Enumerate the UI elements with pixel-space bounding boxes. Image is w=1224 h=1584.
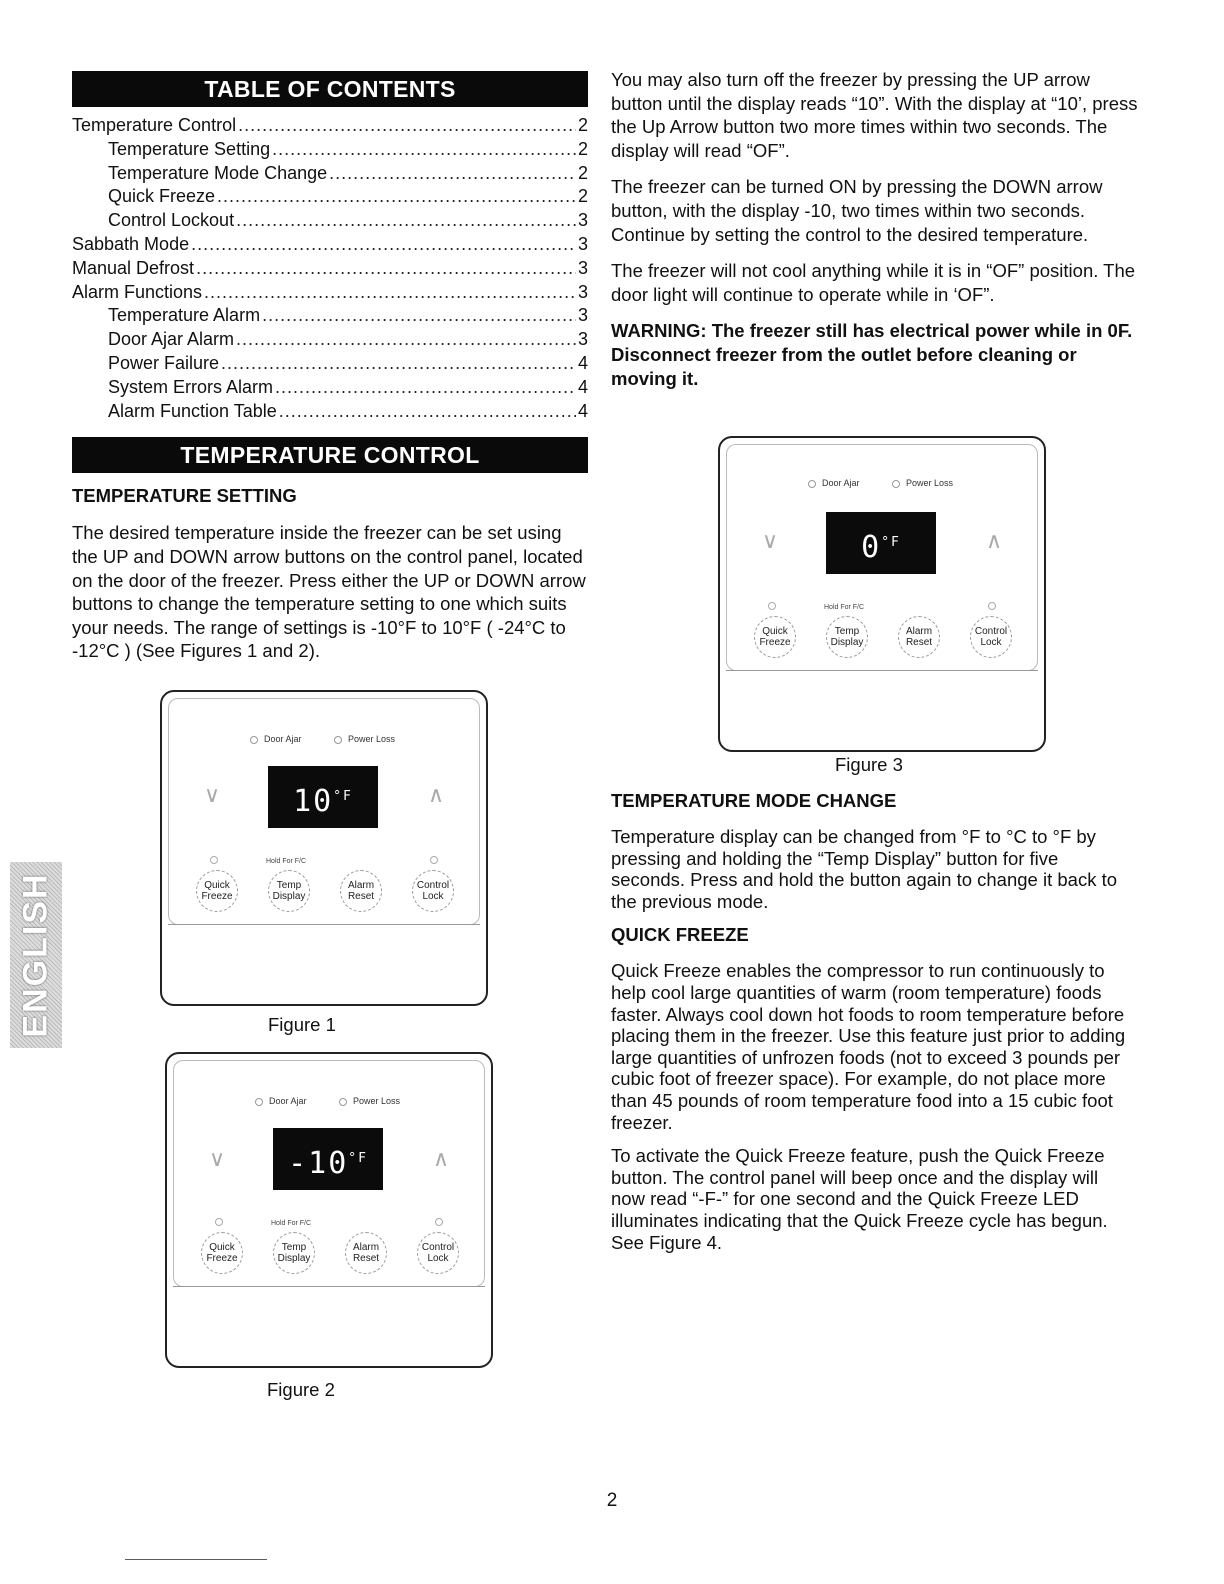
quick-freeze-led <box>768 602 776 610</box>
turn-on-text: The freezer can be turned ON by pressing the DOWN arrow button, with the display -10, two times within two seconds. Continue by setting the control to the desired temperature. <box>611 176 1103 245</box>
toc-leader-dots <box>196 258 576 279</box>
quick-freeze-button[interactable]: Quick Freeze <box>196 870 238 912</box>
toc-entry-label: Manual Defrost <box>72 257 195 278</box>
legend-power-loss: Power Loss <box>334 734 395 744</box>
temperature-display: $10^{^\circ F}$ <box>268 766 378 828</box>
right-column-lower <box>611 790 1126 1253</box>
toc-entry-page: 3 <box>577 210 588 231</box>
figure-2-control-panel <box>165 1052 493 1368</box>
toc-leader-dots <box>191 234 576 255</box>
temperature-mode-change-text: Temperature display can be changed from °F to °C to °F by pressing and holding the “Temp Display” button for five seconds. Press and hold the button again to change it back to the previous mode. <box>611 826 1118 912</box>
quick-freeze-led <box>215 1218 223 1226</box>
language-side-tab <box>10 862 62 1048</box>
off-position-text: The freezer will not cool anything while it is in “OF” position. The door light will continue to operate while in ‘OF”. <box>611 260 1136 305</box>
panel-divider <box>173 1286 485 1287</box>
quick-freeze-text: Quick Freeze enables the compressor to run continuously to help cool large quantities of warm (room temperature) foods faster. Always cool down hot foods to room temperature before placing them in the freezer. Use this feature just prior to adding large quantities of unfrozen foods (not to exceed 3 pounds per cubic foot of freezer space). For example, do not place more than 45 pounds of room temperature food into a 15 cubic foot freezer. <box>611 960 1126 1133</box>
figure-3-control-panel <box>718 436 1046 752</box>
language-label: ENGLISH <box>16 872 55 1038</box>
toc-entry[interactable] <box>72 115 588 139</box>
toc-entry[interactable] <box>72 401 588 425</box>
toc-entry-label: Alarm Function Table <box>108 400 277 421</box>
up-arrow-button[interactable]: ∧ <box>433 1146 450 1171</box>
toc-entry[interactable] <box>72 305 588 329</box>
toc-entry[interactable] <box>72 186 588 210</box>
toc-entry-label: System Errors Alarm <box>108 376 274 397</box>
toc-entry-label: Sabbath Mode <box>72 233 190 254</box>
panel-divider <box>726 670 1038 671</box>
toc-entry-page: 2 <box>577 186 588 207</box>
up-arrow-button[interactable]: ∧ <box>428 782 445 807</box>
temperature-display: $-10^{^\circ F}$ <box>273 1128 383 1190</box>
toc-entry-page: 3 <box>577 281 588 302</box>
control-lock-led <box>435 1218 443 1226</box>
toc-entry-label: Door Ajar Alarm <box>108 329 235 350</box>
legend-door-ajar: Door Ajar <box>808 478 860 488</box>
toc-entry-label: Power Failure <box>108 352 220 373</box>
toc-leader-dots <box>272 139 576 160</box>
toc-entry-label: Temperature Alarm <box>108 305 261 326</box>
toc-leader-dots <box>279 401 576 422</box>
down-arrow-button[interactable]: ∨ <box>762 528 779 553</box>
toc-entry-label: Quick Freeze <box>108 186 216 207</box>
toc-entry[interactable] <box>72 353 588 377</box>
temperature-mode-change-heading: TEMPERATURE MODE CHANGE <box>611 790 897 811</box>
temp-display-button[interactable]: Temp Display <box>268 870 310 912</box>
toc-entry[interactable] <box>72 163 588 187</box>
temperature-display: $0^{^\circ F}$ <box>826 512 936 574</box>
toc-entry-page: 3 <box>577 305 588 326</box>
control-lock-button[interactable]: Control Lock <box>412 870 454 912</box>
hold-label: Hold For F/C <box>271 1220 312 1227</box>
down-arrow-button[interactable]: ∨ <box>209 1146 226 1171</box>
quick-freeze-button[interactable]: Quick Freeze <box>201 1232 243 1274</box>
panel-divider <box>168 924 480 925</box>
toc-leader-dots <box>204 282 576 303</box>
toc-entry[interactable] <box>72 139 588 163</box>
toc-entry-label: Alarm Functions <box>72 281 203 302</box>
toc-entry-label: Control Lockout <box>108 210 235 231</box>
figure-1-caption: Figure 1 <box>268 1014 336 1035</box>
alarm-reset-button[interactable]: Alarm Reset <box>340 870 382 912</box>
alarm-reset-button[interactable]: Alarm Reset <box>898 616 940 658</box>
toc-banner: TABLE OF CONTENTS <box>72 71 588 107</box>
hold-label: Hold For F/C <box>266 858 307 865</box>
toc-entry-page: 4 <box>577 400 588 421</box>
legend-power-loss: Power Loss <box>339 1096 400 1106</box>
left-column <box>72 71 588 663</box>
control-lock-button[interactable]: Control Lock <box>417 1232 459 1274</box>
control-lock-button[interactable]: Control Lock <box>970 616 1012 658</box>
toc-entry[interactable] <box>72 210 588 234</box>
toc-entry-page: 4 <box>577 352 588 373</box>
down-arrow-button[interactable]: ∨ <box>204 782 221 807</box>
temp-display-button[interactable]: Temp Display <box>826 616 868 658</box>
toc-entry-page: 2 <box>577 162 588 183</box>
toc-entry[interactable] <box>72 329 588 353</box>
toc-entry-page: 3 <box>577 329 588 350</box>
alarm-reset-button[interactable]: Alarm Reset <box>345 1232 387 1274</box>
toc-leader-dots <box>275 377 576 398</box>
toc-entry-page: 2 <box>577 138 588 159</box>
toc-leader-dots <box>236 210 576 231</box>
right-column <box>611 68 1141 391</box>
toc-entry-label: Temperature Mode Change <box>108 162 328 183</box>
toc-leader-dots <box>329 163 576 184</box>
page-number: 2 <box>606 1490 618 1511</box>
toc-entry-page: 3 <box>577 257 588 278</box>
warning-text: WARNING: The freezer still has electrical power while in 0F. Disconnect freezer from the outlet before cleaning or moving it. <box>611 320 1133 390</box>
quick-freeze-activate-text: To activate the Quick Freeze feature, push the Quick Freeze button. The control panel will beep once and the display will now read “-F-” for one second and the Quick Freeze LED illuminates indicating that the Quick Freeze cycle has begun. See Figure 4. <box>611 1145 1108 1253</box>
turn-off-text: You may also turn off the freezer by pressing the UP arrow button until the display reads “10”. With the display at “10’, press the Up Arrow button two more times within two seconds. The display will read “OF”. <box>611 69 1138 161</box>
temperature-control-banner: TEMPERATURE CONTROL <box>72 437 588 473</box>
toc-entry-page: 2 <box>577 115 588 135</box>
temperature-setting-text: The desired temperature inside the freezer can be set using the UP and DOWN arrow buttons on the control panel, located on the door of the freezer. Press either the UP or DOWN arrow buttons to change the temperature setting to one which suits your needs. The range of settings is -10°F to 10°F ( -24°C to -12°C ) (See Figures 1 and 2). <box>72 522 586 662</box>
toc-leader-dots <box>221 353 576 374</box>
table-of-contents <box>72 115 588 424</box>
hold-label: Hold For F/C <box>824 604 865 611</box>
toc-leader-dots <box>238 115 576 136</box>
toc-entry-page: 4 <box>577 376 588 397</box>
figure-1-control-panel <box>160 690 488 1006</box>
legend-door-ajar: Door Ajar <box>250 734 302 744</box>
toc-leader-dots <box>262 305 576 326</box>
quick-freeze-button[interactable]: Quick Freeze <box>754 616 796 658</box>
figure-3-caption: Figure 3 <box>835 754 903 775</box>
quick-freeze-heading: QUICK FREEZE <box>611 924 749 946</box>
up-arrow-button[interactable]: ∧ <box>986 528 1003 553</box>
toc-entry[interactable] <box>72 234 588 258</box>
toc-leader-dots <box>217 186 576 207</box>
legend-power-loss: Power Loss <box>892 478 953 488</box>
toc-entry[interactable] <box>72 282 588 306</box>
toc-entry-page: 3 <box>577 233 588 254</box>
figure-2-caption: Figure 2 <box>267 1379 335 1400</box>
toc-entry-label: Temperature Setting <box>108 138 271 159</box>
temp-display-button[interactable]: Temp Display <box>273 1232 315 1274</box>
legend-door-ajar: Door Ajar <box>255 1096 307 1106</box>
toc-entry-label: Temperature Control <box>72 115 237 135</box>
temperature-setting-heading: TEMPERATURE SETTING <box>72 485 297 507</box>
control-lock-led <box>988 602 996 610</box>
toc-entry[interactable] <box>72 258 588 282</box>
quick-freeze-led <box>210 856 218 864</box>
toc-leader-dots <box>236 329 576 350</box>
footer-line <box>125 1559 267 1560</box>
toc-entry[interactable] <box>72 377 588 401</box>
control-lock-led <box>430 856 438 864</box>
